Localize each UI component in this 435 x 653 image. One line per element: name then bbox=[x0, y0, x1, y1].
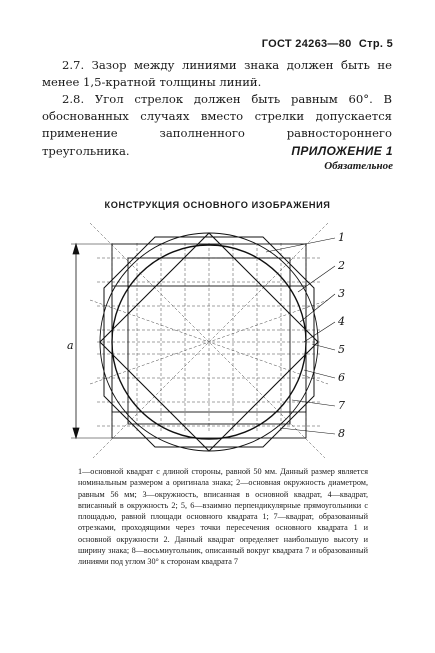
figure-caption: 1—основной квадрат с длиной стороны, равной 50 мм. Данный размер является номинальным размером a оригинала знака; 2—основная окружность диаметром, равным 56 мм; 3—окружность, вписанная в основной квадрат, 4—квадрат, вписанный в окружность 2; 5, 6—взаимно перпендикулярные прямоугольники с площадью, равной площади основного квадрата 1; 7—квадрат, образованный отрезками, проходящими через точки пересечения основного квадрата 1 и основной окружности 2. Данный квадрат определяет наибольшую высоту и ширину знака; 8—восьмиугольник, описанный вокруг квадрата 7 и образованный линиями под углом 30° к сторонам квадрата 7 bbox=[78, 467, 368, 567]
appendix-title: ПРИЛОЖЕНИЕ 1 bbox=[291, 144, 393, 158]
dimension-label: a bbox=[67, 339, 74, 352]
appendix-subtitle: Обязательное bbox=[324, 160, 393, 172]
appendix-heading bbox=[291, 144, 393, 172]
page-header bbox=[258, 38, 393, 50]
callout-3: 3 bbox=[338, 287, 345, 300]
callout-2: 2 bbox=[338, 259, 345, 272]
figure-title: КОНСТРУКЦИЯ ОСНОВНОГО ИЗОБРАЖЕНИЯ bbox=[104, 200, 331, 210]
callout-7: 7 bbox=[338, 399, 345, 412]
dimension-line bbox=[71, 244, 112, 438]
callout-5: 5 bbox=[338, 343, 345, 356]
callout-4: 4 bbox=[338, 315, 345, 328]
construction-drawing bbox=[60, 222, 360, 458]
callout-1: 1 bbox=[338, 231, 345, 244]
paragraph-2-8: 2.8. Угол стрелок должен быть равным 60°. В обоснованных случаях вместо стрелки допускается применение заполненного равностороннего треугольника. bbox=[42, 92, 392, 158]
callout-lines bbox=[266, 238, 335, 434]
callout-8: 8 bbox=[338, 427, 345, 440]
standard-number: ГОСТ 24263—80 bbox=[261, 38, 352, 50]
paragraph-2-7: 2.7. Зазор между линиями знака должен быть не менее 1,5-кратной толщины линий. bbox=[42, 58, 392, 90]
callout-6: 6 bbox=[338, 371, 345, 384]
page-number: Стр. 5 bbox=[358, 38, 393, 50]
